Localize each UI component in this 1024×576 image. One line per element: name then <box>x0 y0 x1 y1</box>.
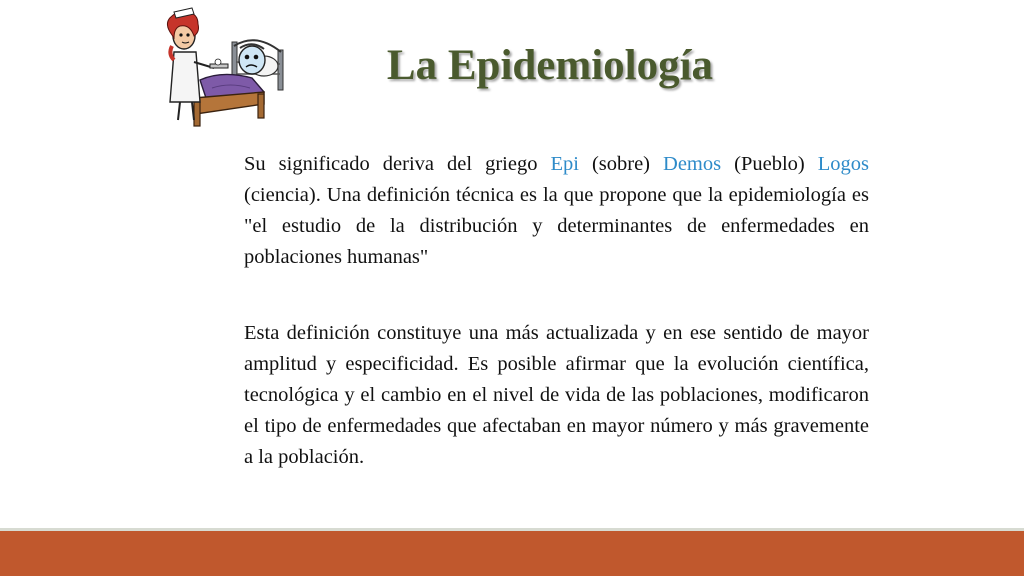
footer-bar <box>0 531 1024 576</box>
nurse-patient-illustration <box>160 2 300 128</box>
paragraph-1-text: (Pueblo) <box>721 153 818 175</box>
term-epi: Epi <box>550 153 579 175</box>
paragraph-definition: Esta definición constituye una más actualizada y en ese sentido de mayor amplitud y especificidad. Es posible afirmar que la evolución científica, tecnológica y el cambio en el nivel de vida de las poblaciones, modificaron el tipo de enfermedades que afectaban en mayor número y más gravemente a la población. <box>244 322 869 468</box>
paragraph-1-text: Su significado deriva del griego <box>244 153 551 175</box>
paragraph-etymology <box>244 149 869 273</box>
term-demos: Demos <box>663 153 722 175</box>
slide-title: La Epidemiología <box>386 42 714 89</box>
paragraph-1-text: (ciencia). Una definición técnica es la que propone que la epidemiología es "el estudio de la distribución y determinantes de enfermedades en poblaciones humanas" <box>244 184 869 268</box>
term-logos: Logos <box>817 153 869 175</box>
paragraph-1-text: (sobre) <box>578 153 664 175</box>
